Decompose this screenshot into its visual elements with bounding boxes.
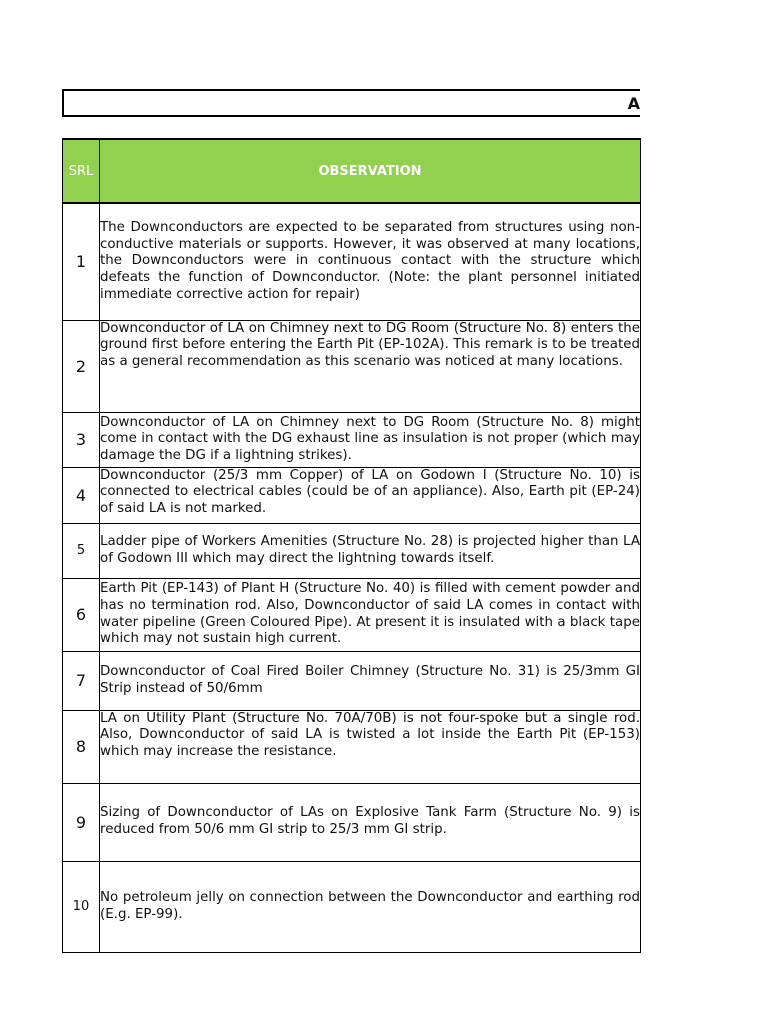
observation-text: Earth Pit (EP-143) of Plant H (Structure No. 40) is filled with cement powder and has no termination rod. Also, Downconductor of said LA comes in contact with water pipeline (Green Coloured Pipe). At present it is insulated with a black tape which may not sustain high current. bbox=[100, 578, 641, 651]
observation-text: LA on Utility Plant (Structure No. 70A/70B) is not four-spoke but a single rod. Also, Downconductor of said LA is twisted a lot inside the Earth Pit (EP-153) which may increase the resistance. bbox=[100, 710, 641, 783]
table-row bbox=[63, 203, 641, 320]
serial-number: 8 bbox=[63, 710, 100, 783]
observation-text: No petroleum jelly on connection between the Downconductor and earthing rod (E.g. EP-99). bbox=[100, 861, 641, 952]
serial-number: 6 bbox=[63, 578, 100, 651]
observation-text: Downconductor of LA on Chimney next to DG Room (Structure No. 8) enters the ground first before entering the Earth Pit (EP-102A). This remark is to be treated as a general recommendation as this scenario was noticed at many locations. bbox=[100, 320, 641, 412]
observation-text: The Downconductors are expected to be separated from structures using non- conductive materials or supports. However, it was observed at many locations, the Downconductors were in continuous contact with the structure which defeats the function of Downconductor. (Note: the plant personnel initiated immediate corrective action for repair) bbox=[100, 203, 641, 320]
table-row bbox=[63, 710, 641, 783]
observation-text: Downconductor (25/3 mm Copper) of LA on Godown I (Structure No. 10) is connected to electrical cables (could be of an appliance). Also, Earth pit (EP-24) of said LA is not marked. bbox=[100, 467, 641, 523]
serial-number: 3 bbox=[63, 412, 100, 467]
observation-text: Sizing of Downconductor of LAs on Explosive Tank Farm (Structure No. 9) is reduced from 50/6 mm GI strip to 25/3 mm GI strip. bbox=[100, 783, 641, 861]
observation-column-header: OBSERVATION bbox=[100, 139, 641, 203]
table-row bbox=[63, 783, 641, 861]
table-row bbox=[63, 412, 641, 467]
observation-text: Ladder pipe of Workers Amenities (Structure No. 28) is projected higher than LA of Godown III which may direct the lightning towards itself. bbox=[100, 523, 641, 578]
table-row bbox=[63, 523, 641, 578]
table-row bbox=[63, 320, 641, 412]
serial-number: 2 bbox=[63, 320, 100, 412]
table-header-row bbox=[63, 139, 641, 203]
observation-text: Downconductor of Coal Fired Boiler Chimney (Structure No. 31) is 25/3mm GI Strip instead of 50/6mm bbox=[100, 651, 641, 710]
table-row bbox=[63, 651, 641, 710]
page-title: A bbox=[627, 94, 640, 113]
serial-number: 10 bbox=[63, 861, 100, 952]
table-row bbox=[63, 467, 641, 523]
title-bar bbox=[62, 89, 640, 117]
serial-number: 7 bbox=[63, 651, 100, 710]
serial-number: 4 bbox=[63, 467, 100, 523]
serial-number: 9 bbox=[63, 783, 100, 861]
table-row bbox=[63, 578, 641, 651]
table-row bbox=[63, 861, 641, 952]
srl-column-header: SRL bbox=[63, 139, 100, 203]
observation-table bbox=[62, 138, 641, 953]
serial-number: 5 bbox=[63, 523, 100, 578]
serial-number: 1 bbox=[63, 203, 100, 320]
observation-text: Downconductor of LA on Chimney next to DG Room (Structure No. 8) might come in contact with the DG exhaust line as insulation is not proper (which may damage the DG if a lightning strikes). bbox=[100, 412, 641, 467]
